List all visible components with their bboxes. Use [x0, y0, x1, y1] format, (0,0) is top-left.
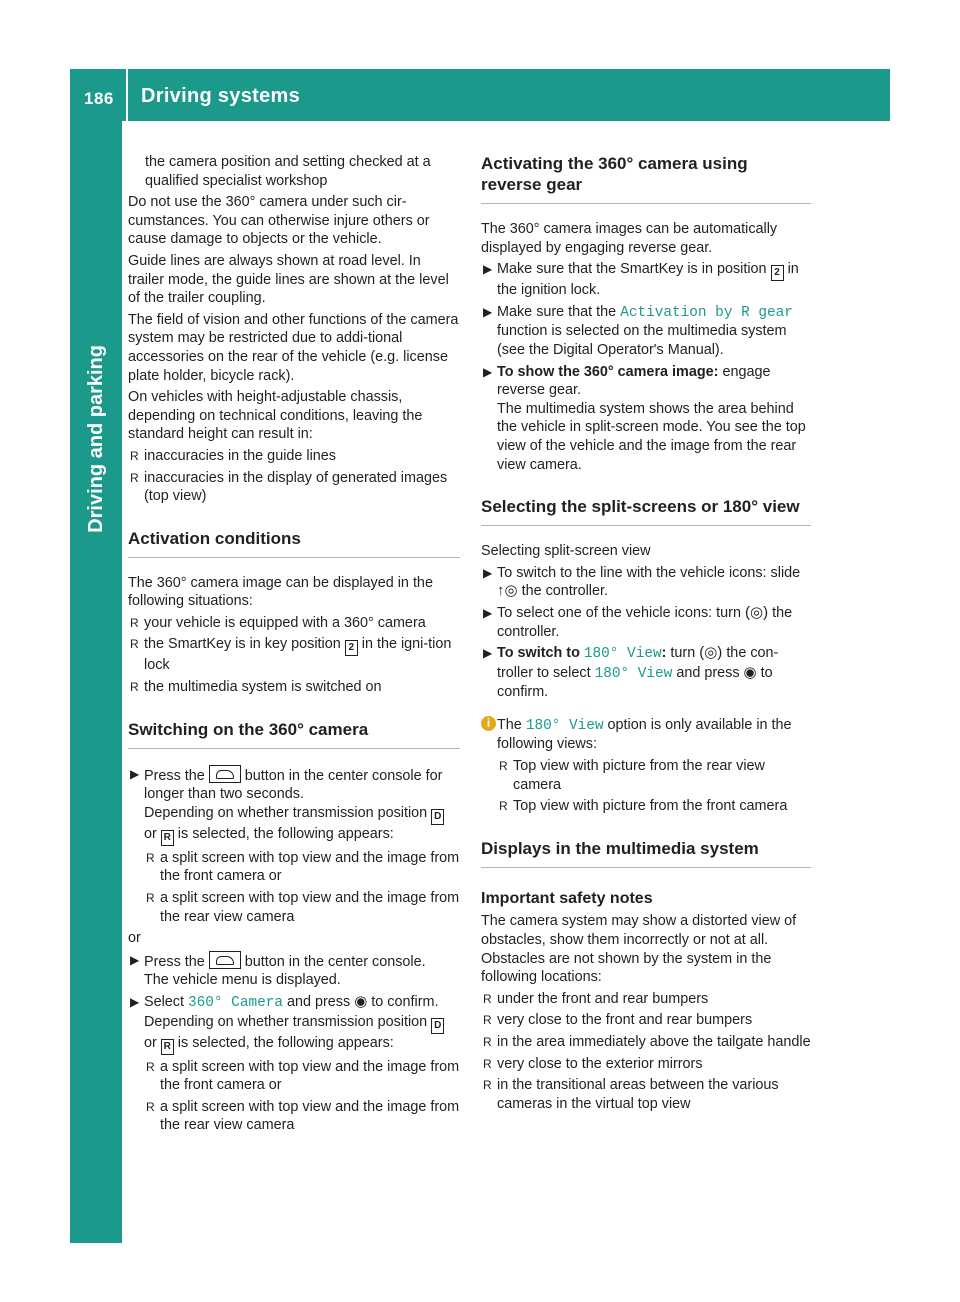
step-item [481, 363, 811, 475]
step-text: Press the [144, 767, 205, 784]
bullet-text: a split screen with top view and the image from the front camera or [160, 849, 460, 885]
bullet-text: in the area immediately above the tailgate handle [497, 1034, 811, 1050]
step-text: is selected, the following appears: [177, 825, 394, 842]
step-text: to confirm. [371, 994, 439, 1010]
key-r-icon: R [161, 830, 174, 846]
heading-displays: Displays in the multimedia system [481, 838, 811, 868]
bullet-r-icon: R [130, 637, 139, 652]
bullet-text: in the igni-tion lock [144, 636, 452, 674]
bullet-text: a split screen with top view and the image from the rear view camera [160, 1098, 460, 1134]
paragraph: The camera system may show a distorted view of obstacles, show them incorrectly or not at all. Obstacles are not shown by the system in the following locations: [481, 913, 797, 986]
bullet-text: the multimedia system is switched on [144, 679, 382, 696]
step-item [481, 303, 811, 360]
step-text: the controller. [521, 583, 608, 600]
step-text: the con-troller to select [497, 645, 779, 681]
bullet-item [128, 635, 460, 675]
heading-activation: Activation conditions [128, 528, 460, 558]
step-item [481, 260, 811, 300]
controller-turn-icon: (◎) [744, 603, 769, 621]
step-text: The vehicle menu is displayed. [144, 972, 341, 989]
bullet-item [481, 757, 811, 794]
bullet-item [481, 990, 811, 1009]
triangle-right-icon: ▶ [483, 262, 493, 277]
step-text: Depending on whether transmission position [144, 1013, 428, 1030]
step-item [128, 951, 460, 990]
bullet-text: Top view with picture from the rear view camera [513, 758, 765, 793]
menu-code: 180° View [525, 717, 604, 734]
bullet-text: Top view with picture from the front camera [513, 798, 788, 815]
bullet-text: in the transitional areas between the various cameras in the virtual top view [497, 1077, 779, 1112]
info-text: option is only available in the following views: [497, 716, 792, 753]
controller-press-icon: ◉ [354, 993, 368, 1010]
step-text-bold: : [661, 645, 667, 662]
bullet-r-icon: R [146, 891, 155, 906]
bullet-item [481, 797, 811, 816]
step-text: to confirm. [497, 664, 773, 701]
bullet-r-icon: R [146, 1059, 155, 1074]
menu-code: Activation by R gear [620, 304, 793, 321]
section-title: Driving systems [141, 85, 301, 107]
step-item [128, 993, 460, 1055]
step-text: Press the [144, 953, 205, 970]
step-item [481, 604, 811, 641]
info-text: The [497, 716, 522, 733]
bullet-r-icon: R [499, 799, 508, 814]
car-button-icon [209, 765, 241, 783]
step-text: To select one of the vehicle icons: turn [497, 604, 741, 621]
step-text: engage reverse gear. [497, 363, 771, 399]
step-text: Make sure that the SmartKey is in position [497, 261, 767, 278]
step-text: Depending on whether transmission position [144, 804, 428, 821]
heading-switch-on: Switching on the 360° camera [128, 719, 460, 749]
step-text: button in the center console for longer than two seconds. [144, 767, 443, 803]
key-r-icon: R [161, 1039, 174, 1055]
bullet-item [481, 1011, 811, 1030]
bullet-text: the SmartKey is in key position [144, 636, 341, 653]
bullet-r-icon: R [130, 680, 139, 695]
menu-code: 180° View [583, 646, 662, 663]
bullet-r-icon: R [483, 1078, 492, 1093]
triangle-right-icon: ▶ [483, 304, 493, 319]
paragraph: On vehicles with height-adjustable chassis, depending on technical conditions, leaving the standard height can result in: [128, 389, 423, 443]
bullet-r-icon: R [483, 1013, 492, 1028]
paragraph: The 360° camera image can be displayed in the following situations: [128, 574, 433, 610]
step-text-bold: To show the 360° camera image: [497, 363, 719, 380]
left-column [128, 153, 460, 1138]
bullet-item [128, 469, 460, 506]
step-text: or [144, 1034, 157, 1051]
controller-slide-icon: ↑◎ [497, 582, 518, 600]
step-text: To switch to the line with the vehicle icons: slide [497, 564, 801, 581]
right-column [481, 153, 811, 1116]
step-text: Select [144, 994, 184, 1010]
bullet-text: very close to the exterior mirrors [497, 1055, 703, 1072]
triangle-right-icon: ▶ [130, 766, 140, 781]
paragraph: The field of vision and other functions of the camera system may be restricted due to addi-tional accessories on the rear of the vehicle (e.g. license plate holder, bicycle rack). [128, 311, 459, 384]
bullet-item [128, 849, 460, 886]
step-item [481, 564, 811, 601]
bullet-text: a split screen with top view and the image from the rear view camera [160, 890, 460, 925]
bullet-text: inaccuracies in the guide lines [144, 447, 336, 464]
bullet-item [128, 1098, 460, 1135]
side-tab [70, 121, 122, 1243]
bullet-item [128, 889, 460, 926]
bullet-r-icon: R [499, 759, 508, 774]
car-button-icon [209, 951, 241, 969]
triangle-right-icon: ▶ [483, 364, 493, 379]
bullet-item [481, 1033, 811, 1052]
step-text: turn [670, 645, 696, 662]
page-number: 186 [84, 89, 114, 108]
heading-safety-notes: Important safety notes [481, 889, 653, 907]
info-icon: i [481, 716, 496, 731]
step-text: function is selected on the multimedia system (see the Digital Operator's Manual). [497, 323, 787, 358]
controller-press-icon: ◉ [743, 663, 757, 681]
menu-code: 360° Camera [188, 995, 283, 1011]
bullet-text: inaccuracies in the display of generated images (top view) [144, 469, 448, 505]
menu-code: 180° View [594, 665, 673, 682]
triangle-right-icon: ▶ [483, 565, 493, 580]
bullet-text: very close to the front and rear bumpers [497, 1012, 753, 1029]
heading-split-screens: Selecting the split-screens or 180° view [481, 496, 811, 526]
key-position-icon: 2 [771, 265, 784, 281]
step-text: in the ignition lock. [497, 261, 799, 299]
bullet-text: under the front and rear bumpers [497, 990, 709, 1007]
bullet-text: your vehicle is equipped with a 360° camera [144, 614, 426, 631]
step-text: and press [287, 994, 351, 1010]
bullet-item [128, 678, 460, 697]
triangle-right-icon: ▶ [483, 646, 493, 661]
step-text: The multimedia system shows the area behind the vehicle in split-screen mode. You see the top view of the vehicle and the image from the rear view camera. [497, 400, 806, 473]
step-item [128, 765, 460, 846]
step-text: the controller. [497, 604, 793, 640]
key-d-icon: D [431, 809, 444, 825]
key-d-icon: D [431, 1018, 444, 1034]
paragraph: Guide lines are always shown at road level. In trailer mode, the guide lines are shown at the level of the trailer coupling. [128, 252, 449, 307]
bullet-item [128, 447, 460, 466]
paragraph: the camera position and setting checked at a qualified specialist workshop [145, 154, 431, 189]
step-text-bold: To switch to [497, 645, 580, 662]
bullet-r-icon: R [130, 615, 139, 630]
triangle-right-icon: ▶ [483, 605, 493, 620]
bullet-r-icon: R [483, 1035, 492, 1049]
paragraph: The 360° camera images can be automatically displayed by engaging reverse gear. [481, 221, 778, 256]
bullet-item [128, 614, 460, 633]
bullet-r-icon: R [130, 448, 139, 463]
paragraph-or: or [128, 930, 141, 947]
step-text: is selected, the following appears: [177, 1034, 394, 1051]
paragraph: Do not use the 360° camera under such cir-cumstances. You can otherwise injure others or cause damage to objects or the vehicle. [128, 194, 430, 248]
heading-reverse-gear: Activating the 360° camera using reverse gear [481, 153, 811, 204]
info-note [481, 716, 811, 754]
bullet-item [128, 1058, 460, 1095]
controller-turn-icon: (◎) [699, 644, 723, 662]
step-text: or [144, 825, 157, 842]
bullet-text: a split screen with top view and the image from the front camera or [160, 1058, 460, 1094]
step-text: button in the center console. [244, 953, 426, 970]
bullet-r-icon: R [483, 1056, 492, 1071]
side-label: Driving and parking [85, 345, 107, 533]
bullet-r-icon: R [483, 991, 492, 1006]
step-text: Make sure that the [497, 303, 617, 320]
bullet-r-icon: R [146, 1099, 155, 1114]
bullet-item [481, 1076, 811, 1113]
bullet-item [481, 1055, 811, 1074]
step-item [481, 644, 811, 702]
step-text: and press [676, 664, 740, 681]
bullet-r-icon: R [146, 850, 155, 865]
triangle-right-icon: ▶ [130, 952, 140, 967]
header-divider [126, 69, 128, 121]
bullet-r-icon: R [130, 470, 139, 485]
key-position-icon: 2 [345, 640, 358, 656]
paragraph: Selecting split-screen view [481, 543, 651, 560]
triangle-right-icon: ▶ [130, 995, 140, 1009]
